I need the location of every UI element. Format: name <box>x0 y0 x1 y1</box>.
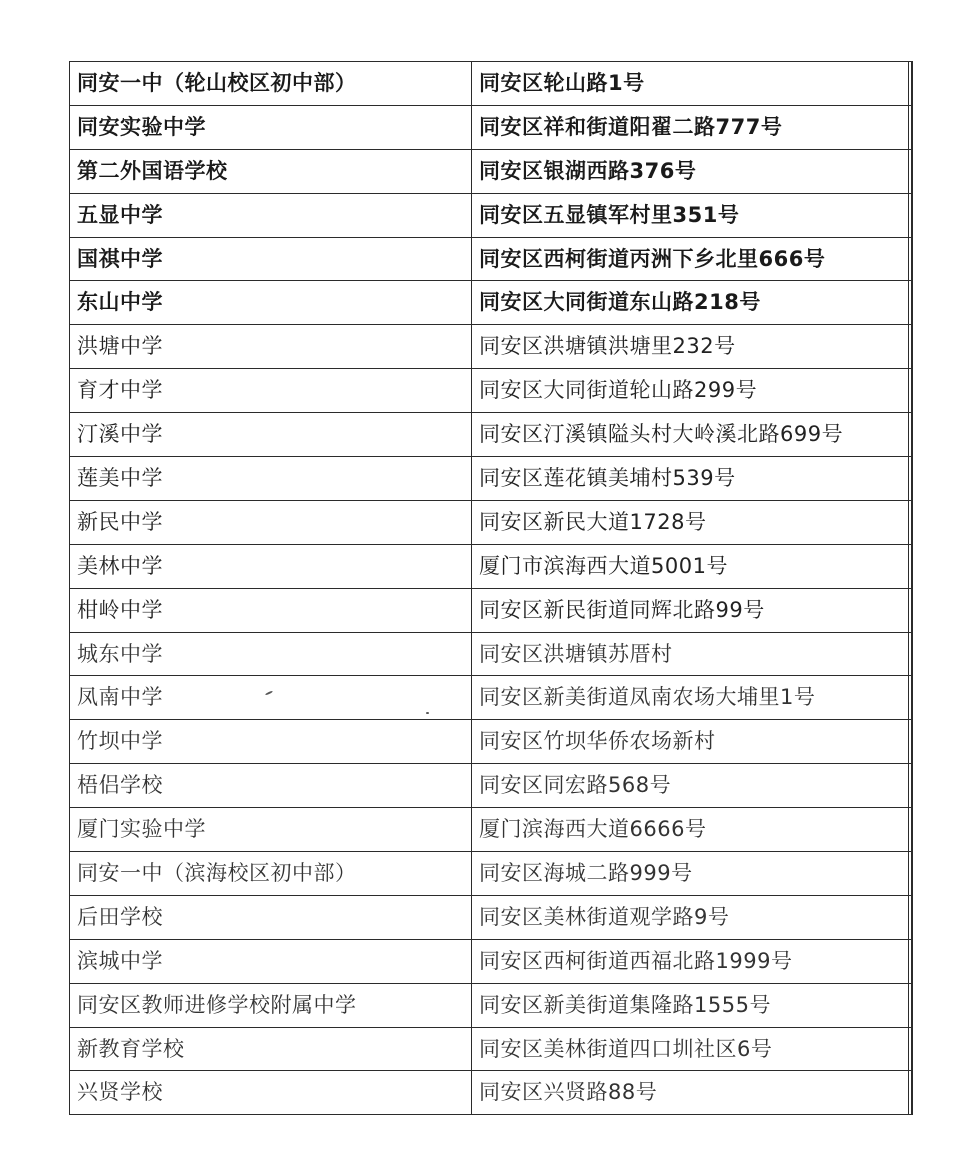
school-name-cell: 汀溪中学 <box>70 413 472 457</box>
table-row <box>70 325 913 369</box>
school-name-cell: 国祺中学 <box>70 237 472 281</box>
table-row <box>70 544 913 588</box>
school-name-cell: 兴贤学校 <box>70 1071 472 1115</box>
table-body <box>70 62 913 1115</box>
table-row <box>70 281 913 325</box>
table-row <box>70 720 913 764</box>
school-address-cell: 同安区西柯街道西福北路1999号 <box>472 939 913 983</box>
table-row <box>70 808 913 852</box>
table-row <box>70 632 913 676</box>
school-name-cell: 新民中学 <box>70 500 472 544</box>
school-name-cell: 城东中学 <box>70 632 472 676</box>
school-name-cell: 洪塘中学 <box>70 325 472 369</box>
school-address-table <box>69 61 913 1115</box>
table-row <box>70 62 913 106</box>
table-row <box>70 500 913 544</box>
table-row <box>70 369 913 413</box>
table-row <box>70 105 913 149</box>
table-row <box>70 588 913 632</box>
school-name-cell: 第二外国语学校 <box>70 149 472 193</box>
school-address-cell: 同安区大同街道东山路218号 <box>472 281 913 325</box>
school-address-cell: 同安区银湖西路376号 <box>472 149 913 193</box>
table-row <box>70 764 913 808</box>
scan-speck <box>426 712 429 714</box>
school-address-cell: 厦门市滨海西大道5001号 <box>472 544 913 588</box>
school-name-cell: 美林中学 <box>70 544 472 588</box>
school-address-cell: 同安区五显镇军村里351号 <box>472 193 913 237</box>
school-address-cell: 同安区汀溪镇隘头村大岭溪北路699号 <box>472 413 913 457</box>
school-name-cell: 柑岭中学 <box>70 588 472 632</box>
school-name-cell: 同安一中（滨海校区初中部） <box>70 852 472 896</box>
school-name-cell: 同安区教师进修学校附属中学 <box>70 983 472 1027</box>
table-right-edge <box>908 61 909 1114</box>
school-address-cell: 同安区新美街道集隆路1555号 <box>472 983 913 1027</box>
school-name-cell: 东山中学 <box>70 281 472 325</box>
table-row <box>70 413 913 457</box>
school-name-cell: 莲美中学 <box>70 457 472 501</box>
table-row <box>70 457 913 501</box>
table-row <box>70 939 913 983</box>
school-address-cell: 同安区同宏路568号 <box>472 764 913 808</box>
school-name-cell: 五显中学 <box>70 193 472 237</box>
school-name-cell: 竹坝中学 <box>70 720 472 764</box>
table-row <box>70 193 913 237</box>
school-name-cell: 滨城中学 <box>70 939 472 983</box>
school-address-cell: 同安区西柯街道丙洲下乡北里666号 <box>472 237 913 281</box>
table-row <box>70 1071 913 1115</box>
school-address-cell: 同安区莲花镇美埔村539号 <box>472 457 913 501</box>
table-row <box>70 149 913 193</box>
school-address-cell: 同安区新民街道同辉北路99号 <box>472 588 913 632</box>
school-address-cell: 同安区祥和街道阳翟二路777号 <box>472 105 913 149</box>
school-address-cell: 同安区竹坝华侨农场新村 <box>472 720 913 764</box>
school-name-cell: 后田学校 <box>70 895 472 939</box>
school-address-cell: 同安区新美街道凤南农场大埔里1号 <box>472 676 913 720</box>
school-name-cell: 厦门实验中学 <box>70 808 472 852</box>
school-name-cell: 同安实验中学 <box>70 105 472 149</box>
school-name-cell: 同安一中（轮山校区初中部） <box>70 62 472 106</box>
school-address-cell: 同安区美林街道四口圳社区6号 <box>472 1027 913 1071</box>
school-name-cell: 新教育学校 <box>70 1027 472 1071</box>
school-name-cell: 梧侣学校 <box>70 764 472 808</box>
table-row <box>70 1027 913 1071</box>
school-address-cell: 同安区新民大道1728号 <box>472 500 913 544</box>
school-address-cell: 厦门滨海西大道6666号 <box>472 808 913 852</box>
school-address-cell: 同安区轮山路1号 <box>472 62 913 106</box>
school-address-cell: 同安区大同街道轮山路299号 <box>472 369 913 413</box>
table-row <box>70 983 913 1027</box>
table-row <box>70 852 913 896</box>
school-address-cell: 同安区洪塘镇苏厝村 <box>472 632 913 676</box>
school-name-cell: 育才中学 <box>70 369 472 413</box>
table-row <box>70 895 913 939</box>
school-address-sheet <box>69 61 909 1114</box>
school-address-cell: 同安区美林街道观学路9号 <box>472 895 913 939</box>
table-row <box>70 237 913 281</box>
school-address-cell: 同安区兴贤路88号 <box>472 1071 913 1115</box>
school-address-cell: 同安区海城二路999号 <box>472 852 913 896</box>
table-row <box>70 676 913 720</box>
school-name-cell: 凤南中学 <box>70 676 472 720</box>
school-address-cell: 同安区洪塘镇洪塘里232号 <box>472 325 913 369</box>
